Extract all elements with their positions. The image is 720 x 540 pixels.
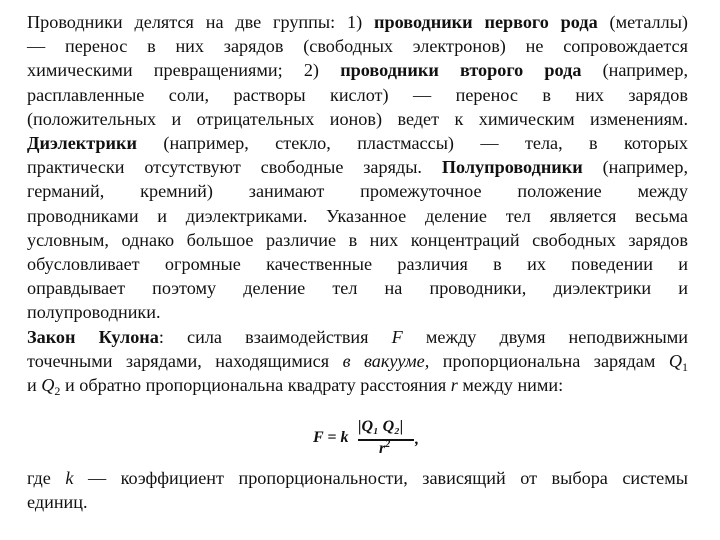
term-second-kind-conductors: проводники второго рода	[340, 60, 582, 81]
text-run: : сила взаимодействия	[158, 326, 392, 347]
denominator-base: r	[379, 440, 386, 457]
main-text	[27, 10, 688, 397]
text-line	[27, 131, 688, 155]
text-line: проводниками и диэлектриками. Указанное деление тел является весьма	[27, 205, 688, 226]
text-line	[27, 373, 688, 397]
bottom-text	[27, 466, 688, 514]
text-run: (металлы)	[597, 12, 688, 32]
term-semiconductors: Полупроводники	[441, 157, 583, 178]
term-first-kind-conductors: проводники первого рода	[374, 12, 598, 32]
subscript: 1	[682, 359, 688, 374]
text-run: химическими превращениями; 2)	[27, 60, 341, 81]
text-line	[27, 58, 688, 82]
emphasis-vacuum: в вакууме,	[342, 350, 430, 371]
term-dielectrics: Диэлектрики	[27, 133, 137, 154]
text-run: где	[27, 468, 66, 488]
text-run: между ними:	[457, 375, 564, 396]
text-line: условным, однако большое различие в них концентраций свободных зарядов	[27, 229, 688, 250]
text-line: германий, кремний) занимают промежуточное положение между	[27, 181, 688, 202]
text-line	[27, 466, 688, 490]
text-line: обусловливает огромные качественные различия в их поведении и	[27, 254, 688, 275]
formula-comma: ,	[415, 431, 419, 448]
symbol-distance: r	[450, 375, 458, 396]
symbol-force: F	[391, 326, 403, 347]
text-line: единиц.	[27, 492, 88, 513]
formula-lhs: F = k	[313, 429, 349, 446]
text-line: (положительных и отрицательных ионов) ведет к химическим изменениям.	[27, 108, 688, 129]
formula-numerator: |Q₁ Q₂|	[358, 418, 404, 435]
text-run: и	[27, 375, 42, 396]
text-line: расплавленные соли, растворы кислот) — перенос в них зарядов	[27, 84, 688, 105]
text-run: Проводники делятся на две группы: 1)	[27, 12, 375, 32]
text-run: практически отсутствуют свободные заряды.	[27, 157, 442, 178]
text-line	[27, 155, 688, 179]
text-line	[27, 10, 688, 34]
text-line: полупроводники.	[27, 302, 161, 323]
symbol-charge: Q	[41, 375, 55, 396]
text-run: пропорциональна зарядам	[429, 350, 669, 371]
text-line	[27, 349, 688, 373]
denominator-exponent: 2	[385, 439, 391, 450]
symbol-charge: Q	[668, 350, 682, 371]
term-coulomb-law: Закон Кулона	[27, 326, 159, 347]
subscript: 2	[54, 384, 61, 399]
symbol-coefficient: k	[65, 468, 74, 488]
text-line	[27, 325, 688, 349]
text-line: оправдывает поэтому деление тел на проводники, диэлектрики и	[27, 278, 688, 299]
text-run: (например,	[581, 60, 689, 81]
text-run: — коэффициент пропорциональности, зависящий от выбора системы	[73, 468, 688, 488]
text-run: и обратно пропорциональна квадрату расстояния	[60, 375, 451, 396]
coulomb-formula	[313, 418, 423, 462]
text-run: (например, стекло, пластмассы) — тела, в которых	[137, 133, 688, 154]
text-line: — перенос в них зарядов (свободных электронов) не сопровождается	[27, 36, 688, 57]
formula-denominator	[379, 440, 390, 458]
text-run: точечными зарядами, находящимися	[27, 350, 343, 371]
text-run: (например,	[582, 157, 688, 178]
text-run: между двумя неподвижными	[402, 326, 688, 347]
